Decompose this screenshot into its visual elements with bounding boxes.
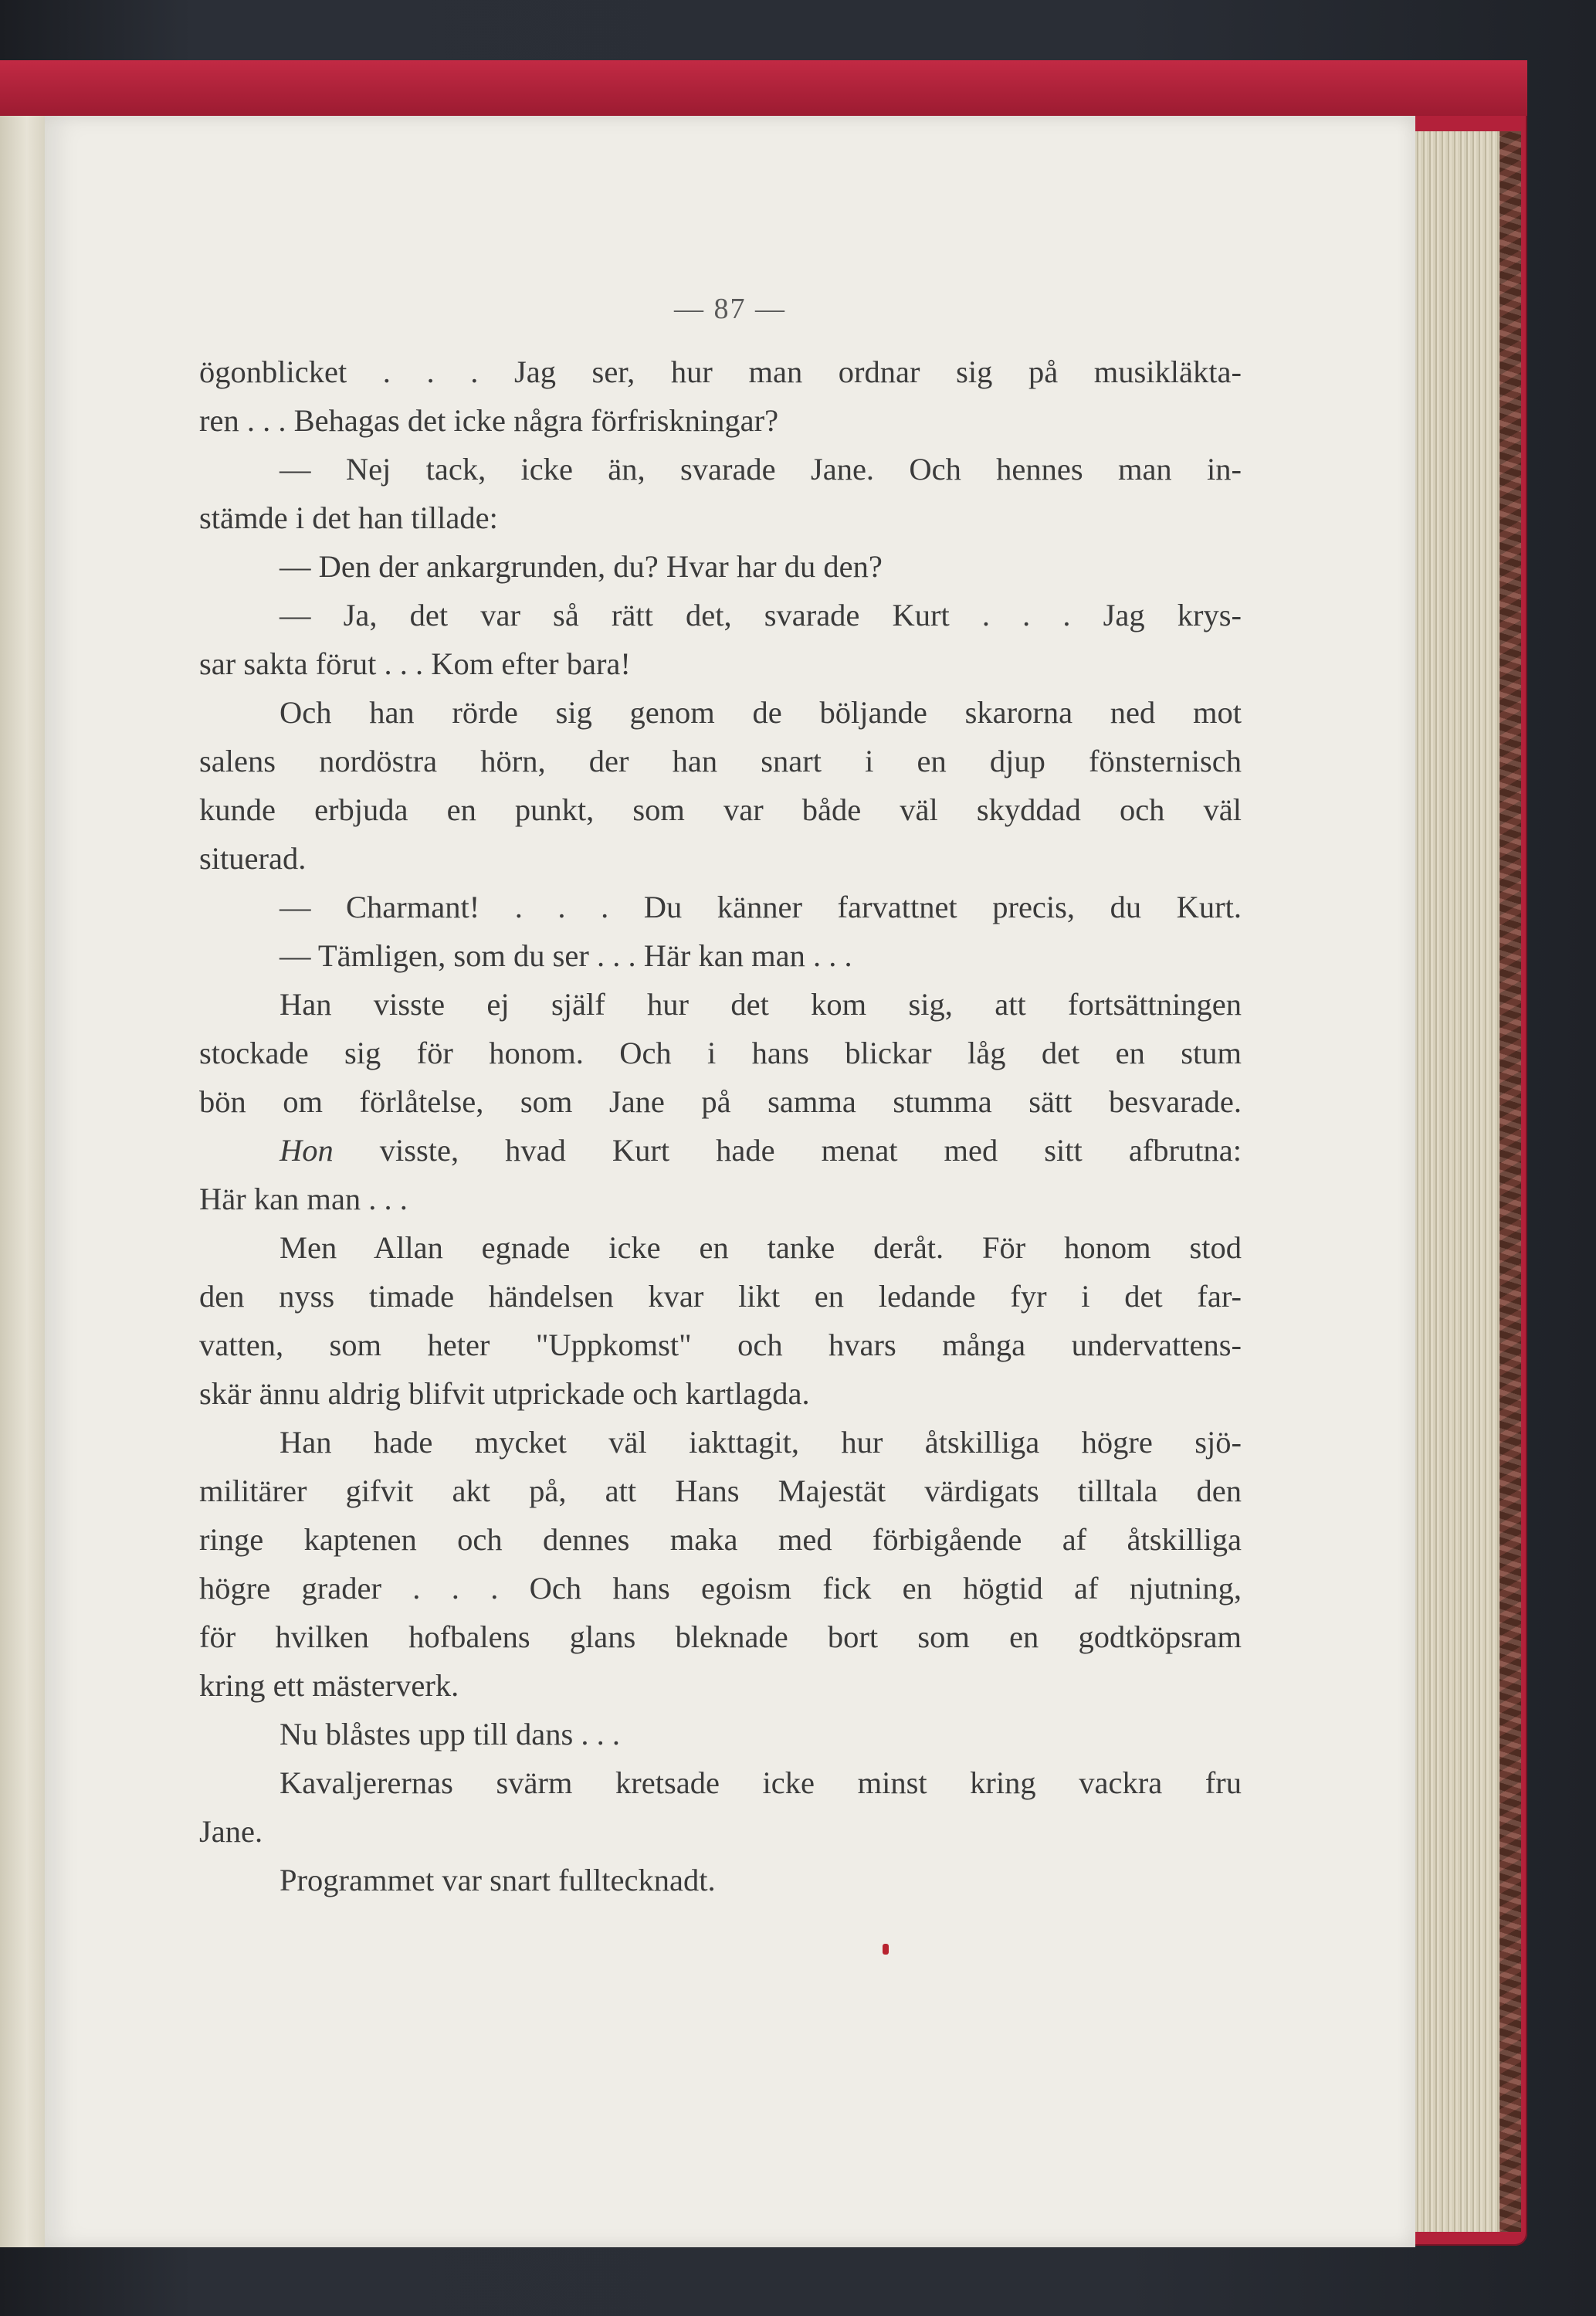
text-line: — Den der ankargrunden, du? Hvar har du den? (280, 549, 883, 584)
red-ink-mark (883, 1944, 889, 1955)
text-line: ringe kaptenen och dennes maka med förbigående af åtskilliga (199, 1522, 1242, 1557)
text-line: bön om förlåtelse, som Jane på samma stumma sätt besvarade. (199, 1084, 1242, 1119)
text-line: — Nej tack, icke än, svarade Jane. Och hennes man in- (280, 452, 1242, 487)
text-line: högre grader . . . Och hans egoism fick en högtid af njutning, (199, 1571, 1242, 1606)
text-line: — Ja, det var så rätt det, svarade Kurt . . . Jag krys- (280, 598, 1242, 632)
text-line: Nu blåstes upp till dans . . . (280, 1717, 620, 1751)
text-line: för hvilken hofbalens glans bleknade bort som en godtköpsram (199, 1619, 1242, 1654)
page-block-edges (1413, 131, 1499, 2232)
italic-word: Hon (280, 1133, 334, 1168)
page-text (199, 348, 1242, 1904)
text-line: Programmet var snart fulltecknadt. (280, 1863, 716, 1897)
text-line: militärer gifvit akt på, att Hans Majestät värdigats tilltala den (199, 1473, 1242, 1508)
text-line: vatten, som heter "Uppkomst" och hvars många undervattens- (199, 1328, 1242, 1362)
text-line: skär ännu aldrig blifvit utprickade och kartlagda. (199, 1376, 810, 1411)
text-line: Kavaljerernas svärm kretsade icke minst kring vackra fru (280, 1765, 1242, 1800)
text-line: kunde erbjuda en punkt, som var både väl skyddad och väl (199, 792, 1242, 827)
text-line: den nyss timade händelsen kvar likt en ledande fyr i det far- (199, 1279, 1242, 1314)
facing-page (0, 116, 47, 2247)
text-line-with-italic (199, 1126, 1242, 1175)
text-line: stockade sig för honom. Och i hans blickar låg det en stum (199, 1036, 1242, 1070)
text-line: kring ett mästerverk. (199, 1668, 459, 1703)
book-page (45, 116, 1415, 2247)
page-number: — 87 — (674, 293, 786, 325)
text-line: Här kan man . . . (199, 1182, 408, 1216)
book-cover-top-edge (0, 60, 1527, 116)
text-line: — Charmant! . . . Du känner farvattnet precis, du Kurt. (280, 890, 1242, 924)
text-line: ögonblicket . . . Jag ser, hur man ordnar sig på musikläkta- (199, 354, 1242, 389)
text-line: — Tämligen, som du ser . . . Här kan man . . . (280, 938, 852, 973)
text-line: stämde i det han tillade: (199, 500, 498, 535)
text-line: salens nordöstra hörn, der han snart i en djup fönsternisch (199, 744, 1242, 778)
text-line: Han visste ej själf hur det kom sig, att fortsättningen (280, 987, 1242, 1022)
text-line: Han hade mycket väl iakttagit, hur åtskilliga högre sjö- (280, 1425, 1242, 1460)
text-line: sar sakta förut . . . Kom efter bara! (199, 646, 631, 681)
text-line: Jane. (199, 1814, 263, 1849)
text-line: Men Allan egnade icke en tanke deråt. För honom stod (280, 1230, 1242, 1265)
text-line: situerad. (199, 841, 307, 876)
text-line: ren . . . Behagas det icke några förfriskningar? (199, 403, 779, 438)
text-line: Och han rörde sig genom de böljande skarorna ned mot (280, 695, 1242, 730)
text-line-rest: visste, hvad Kurt hade menat med sitt afbrutna: (379, 1133, 1242, 1168)
